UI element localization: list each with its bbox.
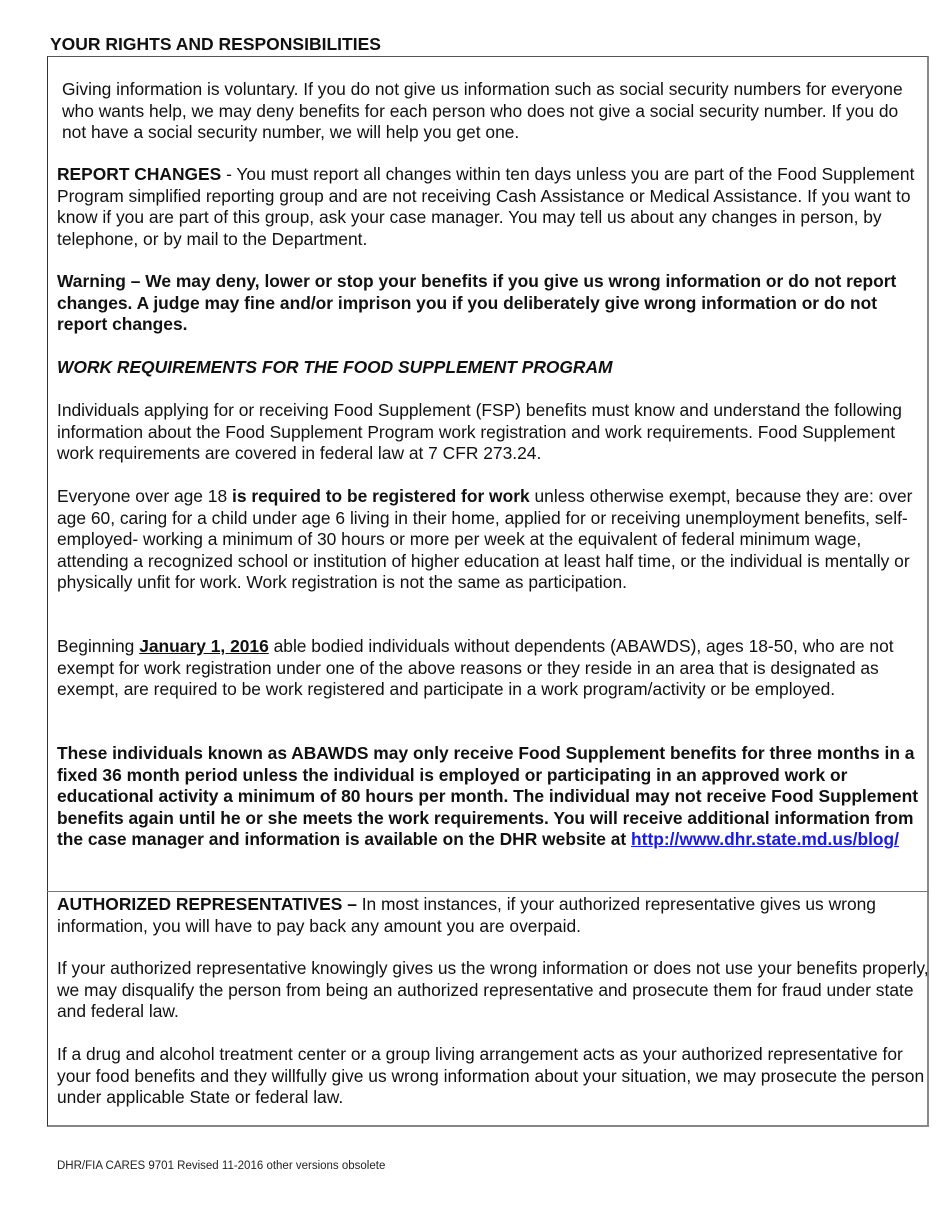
page-title: YOUR RIGHTS AND RESPONSIBILITIES xyxy=(50,34,381,54)
everyone-text-pre: Everyone over age 18 xyxy=(57,486,232,506)
voluntary-paragraph: Giving information is voluntary. If you do not give us information such as social security numbers for everyone who wants help, we may deny benefits for each person who does not give a social security number. If you do not have a social security number, we will help you get one. xyxy=(62,79,903,143)
abawds-text: These individuals known as ABAWDS may only receive Food Supplement benefits for three months in a fixed 36 month period unless the individual is employed or participating in an approved work or educational activity a minimum of 80 hours per month. The individual may not receive Food Supplement benefits again until he or she meets the work requirements. You will receive additional information from the case manager and information is available on the DHR website at xyxy=(57,743,918,850)
authorized-representatives-text: In most instances, if your authorized representative gives us wrong information, you will have to pay back any amount you are overpaid. xyxy=(57,894,876,936)
abawds-paragraph xyxy=(57,743,929,851)
everyone-paragraph xyxy=(57,486,929,594)
knowingly-paragraph: If your authorized representative knowingly gives us the wrong information or does not use your benefits properly, we may disqualify the person from being an authorized representative and prosecute them for fraud under state and federal law. xyxy=(57,958,929,1022)
everyone-text-post: unless otherwise exempt, because they are: over age 60, caring for a child under age 6 living in their home, applied for or receiving unemployment benefits, self-employed- working a minimum of 30 hours or more per week at the equivalent of federal minimum wage, attending a recognized school or institution of higher education at least half time, or the individual is mentally or physically unfit for work. Work registration is not the same as participation. xyxy=(57,486,913,593)
dhr-blog-link[interactable]: http://www.dhr.state.md.us/blog/ xyxy=(631,829,899,850)
report-changes-label: REPORT CHANGES xyxy=(57,164,222,184)
authorized-representatives-paragraph xyxy=(57,894,929,937)
section-divider xyxy=(47,891,929,892)
effective-date: January 1, 2016 xyxy=(139,636,269,656)
authorized-representatives-label: AUTHORIZED REPRESENTATIVES – xyxy=(57,894,357,914)
report-changes-text: - You must report all changes within ten days unless you are part of the Food Supplement Program simplified reporting group and are not receiving Cash Assistance or Medical Assistance. If you want to know if you are part of this group, ask your case manager. You may tell us about any changes in person, by telephone, or by mail to the Department. xyxy=(57,164,915,249)
beginning-text-pre: Beginning xyxy=(57,636,140,656)
form-footer: DHR/FIA CARES 9701 Revised 11-2016 other versions obsolete xyxy=(57,1160,386,1172)
report-changes-paragraph xyxy=(57,164,929,250)
beginning-paragraph xyxy=(57,636,929,701)
warning-paragraph: Warning – We may deny, lower or stop your benefits if you give us wrong information or do not report changes. A judge may fine and/or imprison you if you deliberately give wrong information or do not report changes. xyxy=(57,271,897,335)
treatment-center-paragraph: If a drug and alcohol treatment center or a group living arrangement acts as your authorized representative for your food benefits and they willfully give us wrong information about your situation, we may prosecute the person under applicable State or federal law. xyxy=(57,1044,925,1108)
beginning-text-post: able bodied individuals without dependents (ABAWDS), ages 18-50, who are not exempt for work registration under one of the above reasons or they reside in an area that is designated as exempt, are required to be work registered and participate in a work program/activity or be employed. xyxy=(57,636,894,700)
registered-for-work-emphasis: is required to be registered for work xyxy=(232,486,530,506)
individuals-paragraph: Individuals applying for or receiving Food Supplement (FSP) benefits must know and understand the following information about the Food Supplement Program work registration and work requirements. Food Supplement work requirements are covered in federal law at 7 CFR 273.24. xyxy=(57,400,902,464)
work-requirements-heading: WORK REQUIREMENTS FOR THE FOOD SUPPLEMENT PROGRAM xyxy=(57,357,613,377)
